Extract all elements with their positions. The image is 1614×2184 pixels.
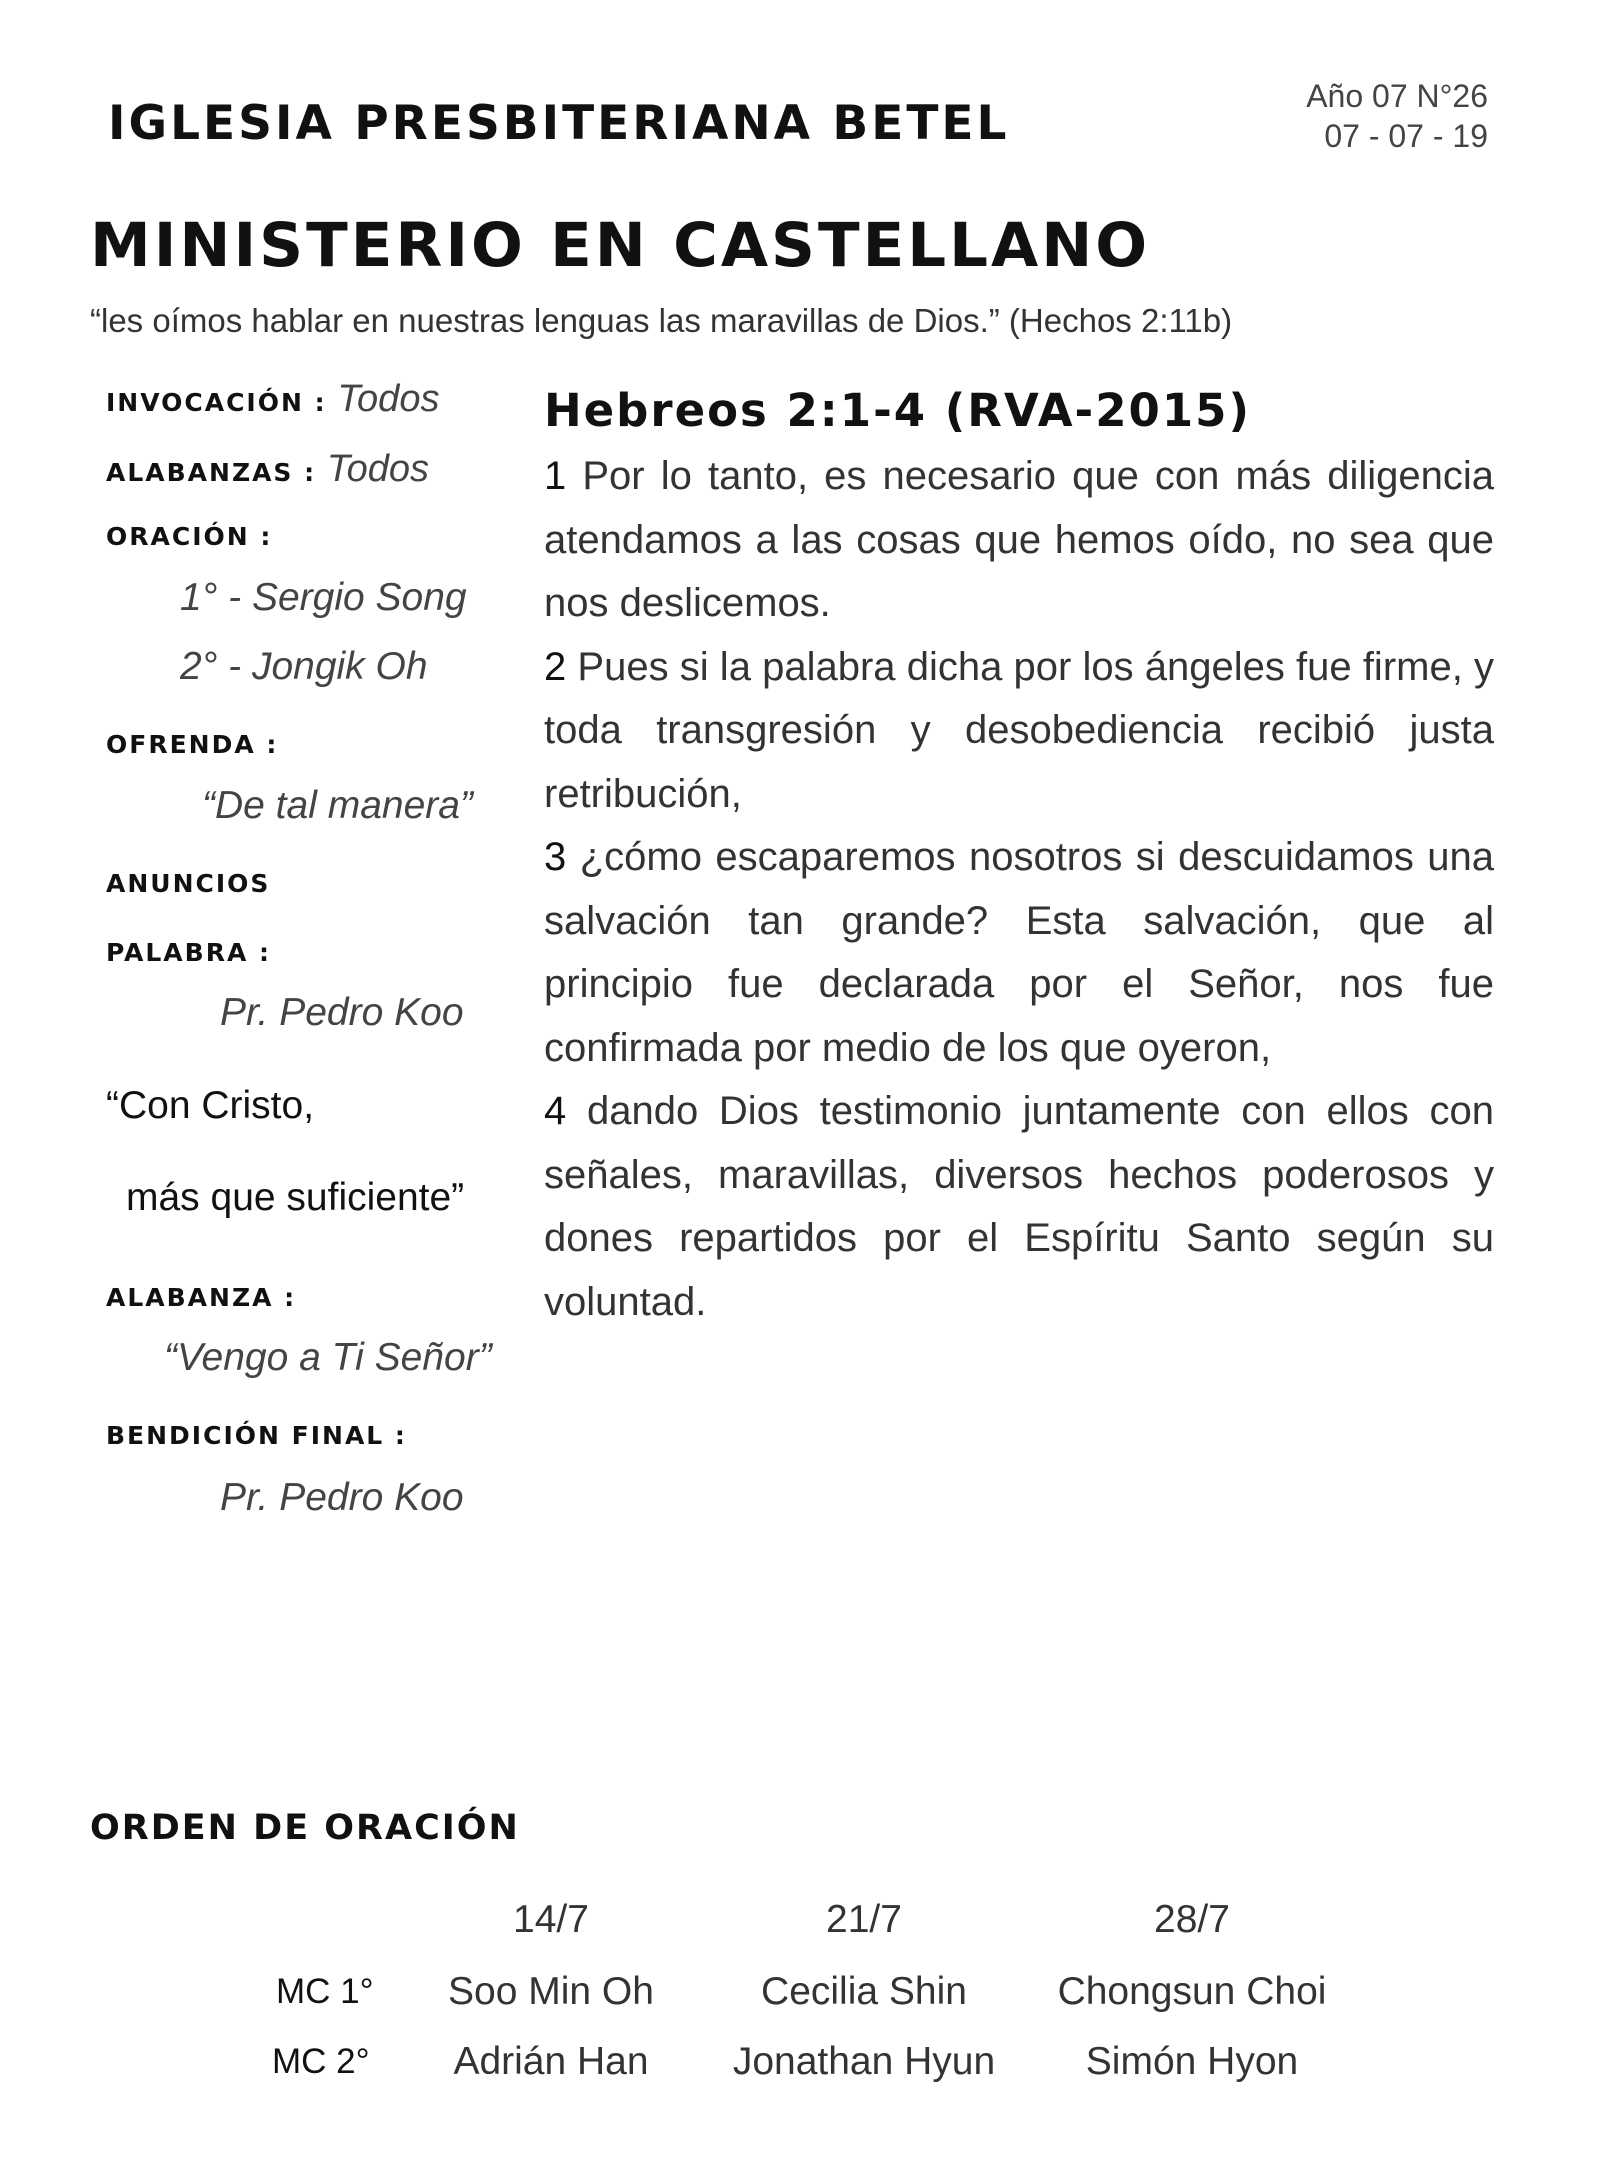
- sermon-title-line2: más que suficiente”: [126, 1176, 465, 1219]
- prayer-name: Simón Hyon: [1085, 2040, 1299, 2083]
- prayer-date: 14/7: [513, 1898, 589, 1941]
- invocacion-label: INVOCACIÓN :: [106, 388, 327, 417]
- verse-number: 4: [544, 1089, 567, 1133]
- prayer-name: Cecilia Shin: [761, 1970, 967, 2013]
- verse-text: Por lo tanto, es necesario que con más diligencia atendamos a las cosas que hemos oído, no sea que nos deslicemos.: [544, 454, 1494, 625]
- bendicion-label: BENDICIÓN FINAL :: [106, 1421, 407, 1450]
- prayer-date: 21/7: [826, 1898, 902, 1941]
- palabra-label: PALABRA :: [106, 938, 272, 967]
- verse-quote: “les oímos hablar en nuestras lenguas las maravillas de Dios.” (Hechos 2:11b): [90, 302, 1233, 339]
- verse-number: 3: [544, 835, 567, 879]
- ministry-title: MINISTERIO EN CASTELLANO: [90, 210, 1151, 281]
- verse-paragraph: [544, 826, 1494, 1080]
- verse-paragraph: [544, 1080, 1494, 1334]
- verse-number: 1: [544, 454, 567, 498]
- bendicion-value: Pr. Pedro Koo: [220, 1476, 464, 1519]
- sermon-title-line1: “Con Cristo,: [106, 1084, 315, 1127]
- ofrenda-value: “De tal manera”: [202, 784, 473, 827]
- alabanzas-label: ALABANZAS :: [106, 458, 317, 487]
- church-name: IGLESIA PRESBITERIANA BETEL: [108, 96, 1010, 151]
- verse-text: dando Dios testimonio juntamente con ellos con señales, maravillas, diversos hechos poderosos y dones repartidos por el Espíritu Santo según su voluntad.: [544, 1089, 1494, 1324]
- invocacion-value: Todos: [337, 378, 440, 420]
- verse-number: 2: [544, 644, 567, 689]
- alabanza-value: “Vengo a Ti Señor”: [164, 1336, 492, 1379]
- alabanzas-row: [106, 448, 429, 491]
- prayer-name: Chongsun Choi: [1057, 1970, 1327, 2013]
- passage-title: Hebreos 2:1-4 (RVA-2015): [544, 384, 1252, 437]
- alabanza-label: ALABANZA :: [106, 1283, 297, 1312]
- prayer-row-label: MC 1°: [276, 1972, 374, 2011]
- issue-date: 07 - 07 - 19: [1324, 118, 1488, 154]
- scripture-passage: [544, 384, 1494, 1334]
- prayer-name: Adrián Han: [453, 2040, 649, 2083]
- prayer-date: 28/7: [1154, 1898, 1230, 1941]
- alabanzas-value: Todos: [326, 448, 429, 490]
- palabra-value: Pr. Pedro Koo: [220, 991, 464, 1034]
- issue-number: Año 07 N°26: [1306, 78, 1488, 114]
- prayer-order-title: ORDEN DE ORACIÓN: [90, 1808, 520, 1848]
- oracion-label: ORACIÓN :: [106, 522, 273, 551]
- oracion-first: 1° - Sergio Song: [180, 576, 467, 619]
- issue-info: [1306, 76, 1488, 156]
- ofrenda-label: OFRENDA :: [106, 730, 279, 759]
- anuncios-label: ANUNCIOS: [106, 869, 271, 898]
- invocacion-row: [106, 378, 439, 421]
- prayer-row-label: MC 2°: [272, 2042, 370, 2081]
- verse-paragraph: [544, 445, 1494, 636]
- verse-text: ¿cómo escaparemos nosotros si descuidamos una salvación tan grande? Esta salvación, que al principio fue declarada por el Señor, nos fue confirmada por medio de los que oyeron,: [544, 835, 1494, 1070]
- prayer-name: Jonathan Hyun: [732, 2040, 996, 2083]
- oracion-second: 2° - Jongik Oh: [180, 645, 428, 688]
- verse-text: Pues si la palabra dicha por los ángeles fue firme, y toda transgresión y desobediencia recibió justa retribución,: [544, 644, 1494, 816]
- verse-paragraph: [544, 636, 1494, 827]
- prayer-name: Soo Min Oh: [448, 1970, 654, 2013]
